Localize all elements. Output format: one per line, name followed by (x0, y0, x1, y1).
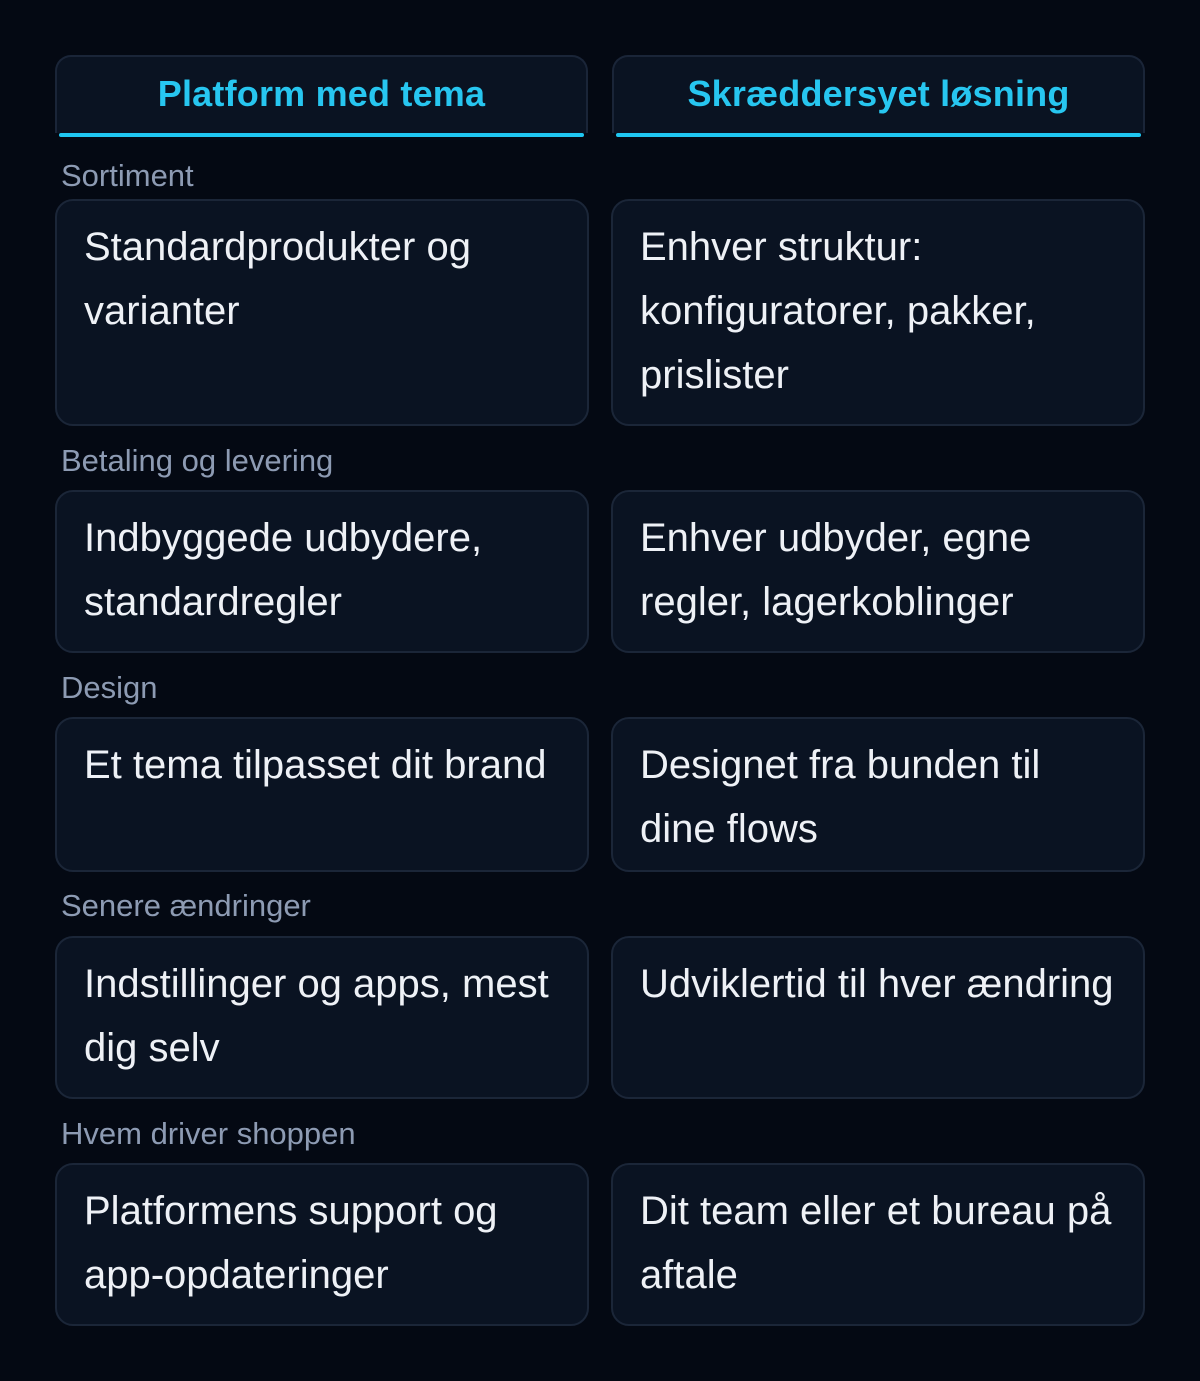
cell-custom-sortiment: Enhver struktur: konfiguratorer, pakker, prislister (611, 199, 1145, 426)
row-label-sortiment: Sortiment (61, 158, 194, 193)
cell-platform-aendringer: Indstillinger og apps, mest dig selv (55, 936, 589, 1099)
header-platform-label: Platform med tema (157, 73, 486, 114)
cell-platform-design: Et tema tilpasset dit brand (55, 717, 589, 872)
row-label-betaling: Betaling og levering (61, 443, 334, 478)
cell-custom-betaling: Enhver udbyder, egne regler, lagerkoblinger (611, 490, 1145, 653)
header-custom-underline (616, 133, 1141, 137)
cell-platform-betaling: Indbyggede udbydere, standardregler (55, 490, 589, 653)
cell-custom-aendringer: Udviklertid til hver ændring (611, 936, 1145, 1099)
row-label-driver: Hvem driver shoppen (61, 1116, 356, 1151)
header-platform-underline (59, 133, 584, 137)
header-platform-tab (55, 55, 588, 133)
cell-platform-driver: Platformens support og app-opdateringer (55, 1163, 589, 1326)
comparison-header (55, 55, 1145, 137)
row-label-aendringer: Senere ændringer (61, 888, 311, 923)
cell-custom-design: Designet fra bunden til dine flows (611, 717, 1145, 872)
header-custom-label: Skræddersyet løsning (687, 73, 1070, 114)
row-label-design: Design (61, 670, 158, 705)
header-custom-tab (612, 55, 1145, 133)
cell-platform-sortiment: Standardprodukter og varianter (55, 199, 589, 426)
cell-custom-driver: Dit team eller et bureau på aftale (611, 1163, 1145, 1326)
